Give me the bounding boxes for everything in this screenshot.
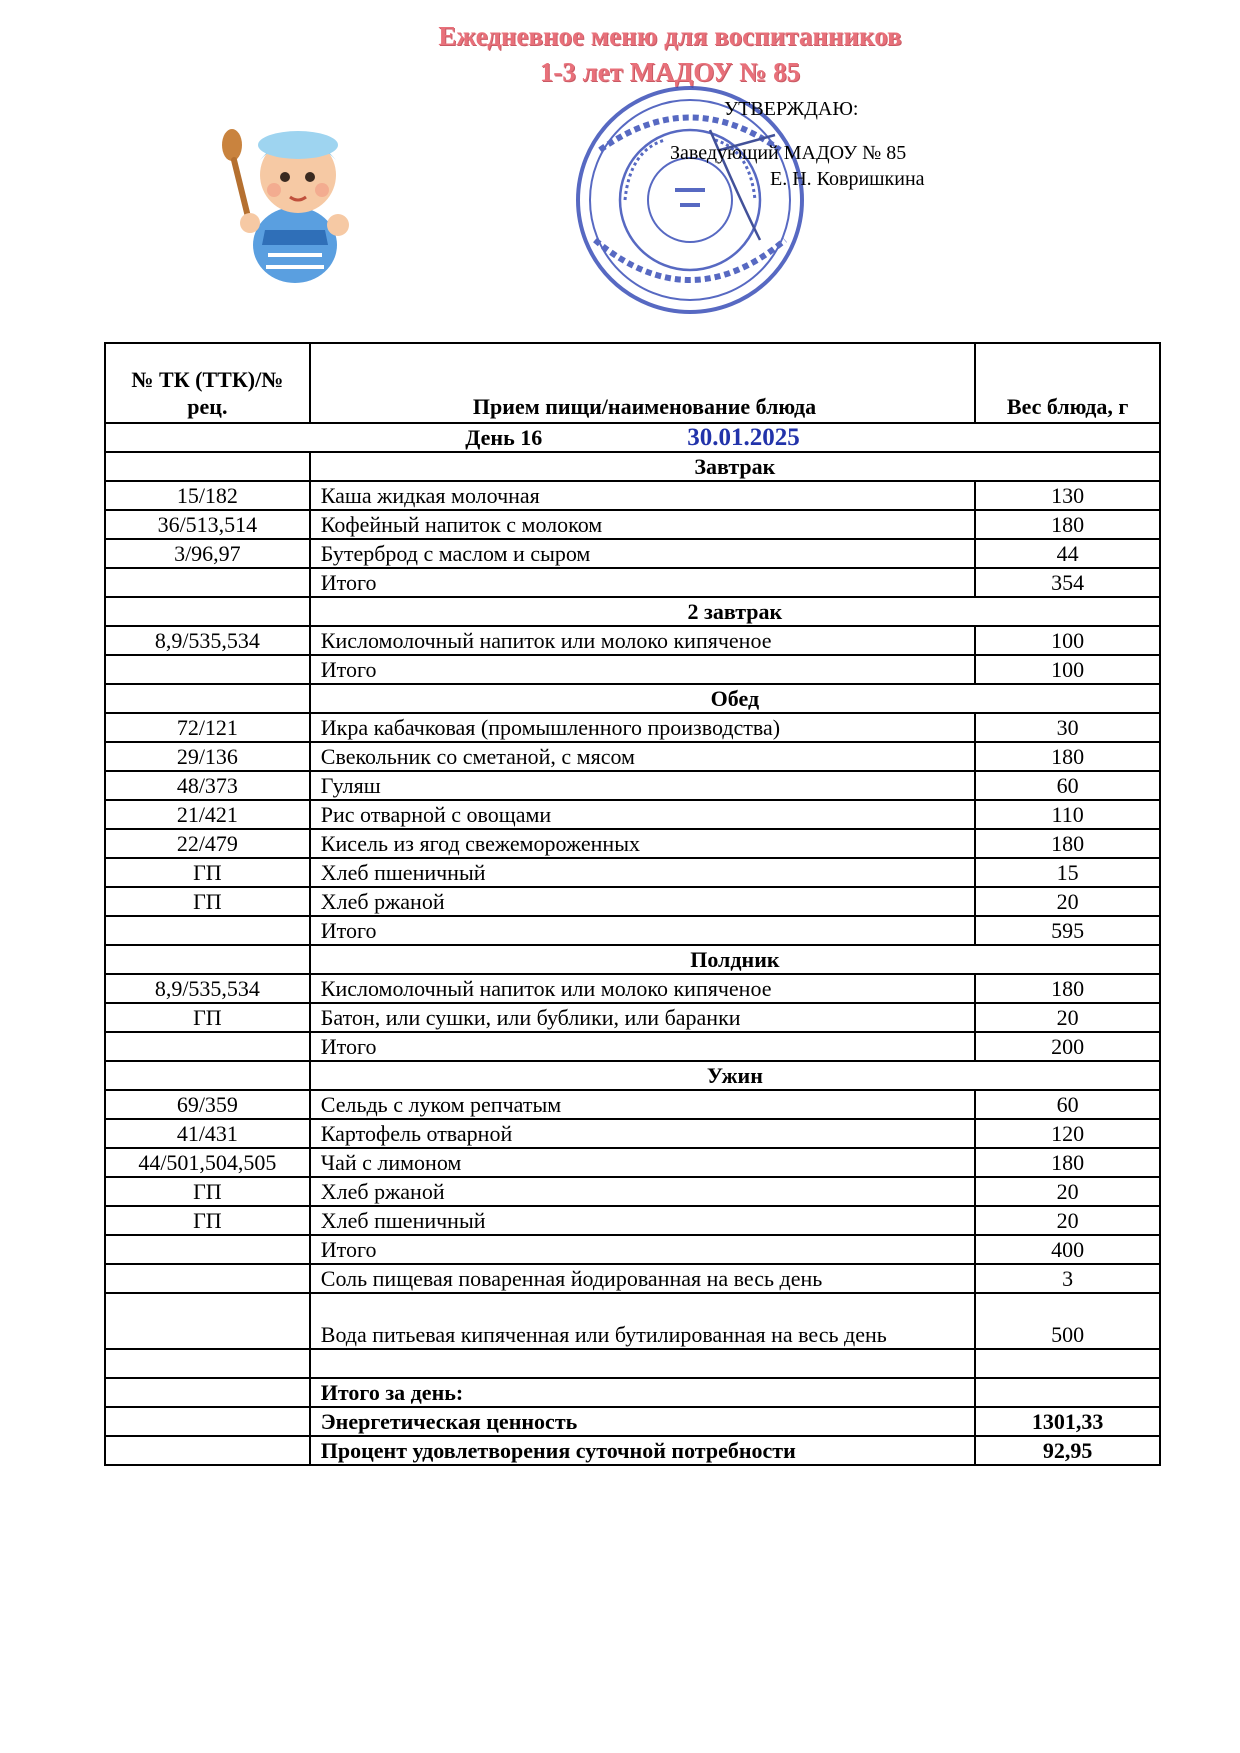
subtotal-label: Итого	[310, 916, 976, 945]
dish-name: Каша жидкая молочная	[310, 481, 976, 510]
dish-code: 3/96,97	[105, 539, 310, 568]
table-row	[105, 742, 1160, 771]
dish-code: 69/359	[105, 1090, 310, 1119]
header-dish: Прием пищи/наименование блюда	[310, 343, 976, 423]
section-title: Ужин	[310, 1061, 1160, 1090]
table-row	[105, 713, 1160, 742]
table-row	[105, 539, 1160, 568]
dish-weight: 60	[975, 1090, 1160, 1119]
extra-row	[105, 1264, 1160, 1293]
subtotal-label: Итого	[310, 655, 976, 684]
dish-code	[105, 916, 310, 945]
day-total-row	[105, 1378, 1160, 1407]
dish-weight: 180	[975, 974, 1160, 1003]
table-row	[105, 771, 1160, 800]
table-row	[105, 829, 1160, 858]
header-weight: Вес блюда, г	[975, 343, 1160, 423]
subtotal-row	[105, 1032, 1160, 1061]
approval-position: Заведующий МАДОУ № 85	[670, 142, 907, 164]
subtotal-row	[105, 1235, 1160, 1264]
dish-name: Сельдь с луком репчатым	[310, 1090, 976, 1119]
section-title: Обед	[310, 684, 1160, 713]
day-label: День 16	[465, 425, 543, 450]
dish-code: ГП	[105, 1177, 310, 1206]
energy-label: Энергетическая ценность	[310, 1407, 976, 1436]
dish-name: Хлеб пшеничный	[310, 858, 976, 887]
energy-row	[105, 1407, 1160, 1436]
table-row	[105, 1148, 1160, 1177]
subtotal-row	[105, 916, 1160, 945]
dish-code: 8,9/535,534	[105, 626, 310, 655]
section-row	[105, 684, 1160, 713]
dish-name: Чай с лимоном	[310, 1148, 976, 1177]
dish-code	[105, 568, 310, 597]
table-row	[105, 510, 1160, 539]
dish-name: Хлеб ржаной	[310, 1177, 976, 1206]
dish-weight: 20	[975, 887, 1160, 916]
section-row	[105, 1061, 1160, 1090]
table-row	[105, 800, 1160, 829]
subtotal-row	[105, 568, 1160, 597]
approval-heading: УТВЕРЖДАЮ:	[724, 98, 859, 120]
subtotal-label: Итого	[310, 568, 976, 597]
extra-name: Вода питьевая кипяченная или бутилированная на весь день	[310, 1293, 976, 1349]
dish-code: ГП	[105, 858, 310, 887]
subtotal-weight: 354	[975, 568, 1160, 597]
dish-name: Хлеб пшеничный	[310, 1206, 976, 1235]
section-row	[105, 452, 1160, 481]
extra-weight: 500	[975, 1293, 1160, 1349]
percent-value: 92,95	[975, 1436, 1160, 1465]
extra-row	[105, 1293, 1160, 1349]
subtotal-row	[105, 655, 1160, 684]
dish-code	[105, 1032, 310, 1061]
approval-signatory: Е. Н. Ковришкина	[770, 168, 925, 190]
extra-name: Соль пищевая поваренная йодированная на весь день	[310, 1264, 976, 1293]
child-with-spoon-illustration	[210, 105, 370, 285]
dish-name: Рис отварной с овощами	[310, 800, 976, 829]
subtotal-weight: 200	[975, 1032, 1160, 1061]
section-title: Завтрак	[310, 452, 1160, 481]
table-row	[105, 1177, 1160, 1206]
dish-weight: 180	[975, 829, 1160, 858]
dish-weight: 130	[975, 481, 1160, 510]
table-row	[105, 887, 1160, 916]
menu-date: 30.01.2025	[687, 424, 800, 451]
dish-name: Картофель отварной	[310, 1119, 976, 1148]
dish-code: 48/373	[105, 771, 310, 800]
section-title: Полдник	[310, 945, 1160, 974]
table-row	[105, 626, 1160, 655]
day-total-label: Итого за день:	[310, 1378, 976, 1407]
table-row	[105, 1090, 1160, 1119]
subtotal-label: Итого	[310, 1235, 976, 1264]
table-row	[105, 1003, 1160, 1032]
dish-code: 41/431	[105, 1119, 310, 1148]
day-cell	[105, 423, 1160, 452]
dish-code	[105, 655, 310, 684]
dish-name: Батон, или сушки, или бублики, или баранки	[310, 1003, 976, 1032]
dish-name: Кисломолочный напиток или молоко кипяченое	[310, 974, 976, 1003]
table-row	[105, 858, 1160, 887]
dish-code	[105, 1235, 310, 1264]
dish-code: 36/513,514	[105, 510, 310, 539]
table-row	[105, 974, 1160, 1003]
table-header-row	[105, 343, 1160, 423]
approval-block	[650, 96, 925, 192]
dish-code: 22/479	[105, 829, 310, 858]
dish-name: Свекольник со сметаной, с мясом	[310, 742, 976, 771]
dish-weight: 180	[975, 1148, 1160, 1177]
dish-name: Гуляш	[310, 771, 976, 800]
table-row	[105, 481, 1160, 510]
section-title: 2 завтрак	[310, 597, 1160, 626]
dish-weight: 120	[975, 1119, 1160, 1148]
dish-code: 29/136	[105, 742, 310, 771]
dish-name: Икра кабачковая (промышленного производства)	[310, 713, 976, 742]
menu-table	[104, 342, 1161, 1466]
dish-weight: 30	[975, 713, 1160, 742]
dish-code: 72/121	[105, 713, 310, 742]
energy-value: 1301,33	[975, 1407, 1160, 1436]
dish-weight: 180	[975, 510, 1160, 539]
header-code: № ТК (ТТК)/№ рец.	[105, 343, 310, 423]
dish-weight: 180	[975, 742, 1160, 771]
dish-name: Хлеб ржаной	[310, 887, 976, 916]
table-row	[105, 1119, 1160, 1148]
subtotal-weight: 100	[975, 655, 1160, 684]
day-row	[105, 423, 1160, 452]
section-row	[105, 597, 1160, 626]
dish-weight: 20	[975, 1003, 1160, 1032]
dish-name: Кисломолочный напиток или молоко кипяченое	[310, 626, 976, 655]
dish-code: 44/501,504,505	[105, 1148, 310, 1177]
dish-weight: 20	[975, 1177, 1160, 1206]
dish-weight: 20	[975, 1206, 1160, 1235]
empty-row	[105, 1349, 1160, 1378]
dish-code: 15/182	[105, 481, 310, 510]
dish-code: ГП	[105, 887, 310, 916]
subtotal-weight: 595	[975, 916, 1160, 945]
subtotal-label: Итого	[310, 1032, 976, 1061]
dish-weight: 15	[975, 858, 1160, 887]
dish-name: Бутерброд с маслом и сыром	[310, 539, 976, 568]
table-row	[105, 1206, 1160, 1235]
dish-code: 21/421	[105, 800, 310, 829]
dish-code: ГП	[105, 1206, 310, 1235]
dish-weight: 60	[975, 771, 1160, 800]
title-line-2: 1-3 лет МАДОУ № 85	[539, 57, 801, 87]
title-line-1: Ежедневное меню для воспитанников	[438, 21, 902, 51]
dish-name: Кисель из ягод свежемороженных	[310, 829, 976, 858]
percent-row	[105, 1436, 1160, 1465]
dish-weight: 110	[975, 800, 1160, 829]
dish-weight: 44	[975, 539, 1160, 568]
dish-code: 8,9/535,534	[105, 974, 310, 1003]
section-row	[105, 945, 1160, 974]
dish-weight: 100	[975, 626, 1160, 655]
dish-code: ГП	[105, 1003, 310, 1032]
percent-label: Процент удовлетворения суточной потребности	[310, 1436, 976, 1465]
extra-weight: 3	[975, 1264, 1160, 1293]
subtotal-weight: 400	[975, 1235, 1160, 1264]
dish-name: Кофейный напиток с молоком	[310, 510, 976, 539]
